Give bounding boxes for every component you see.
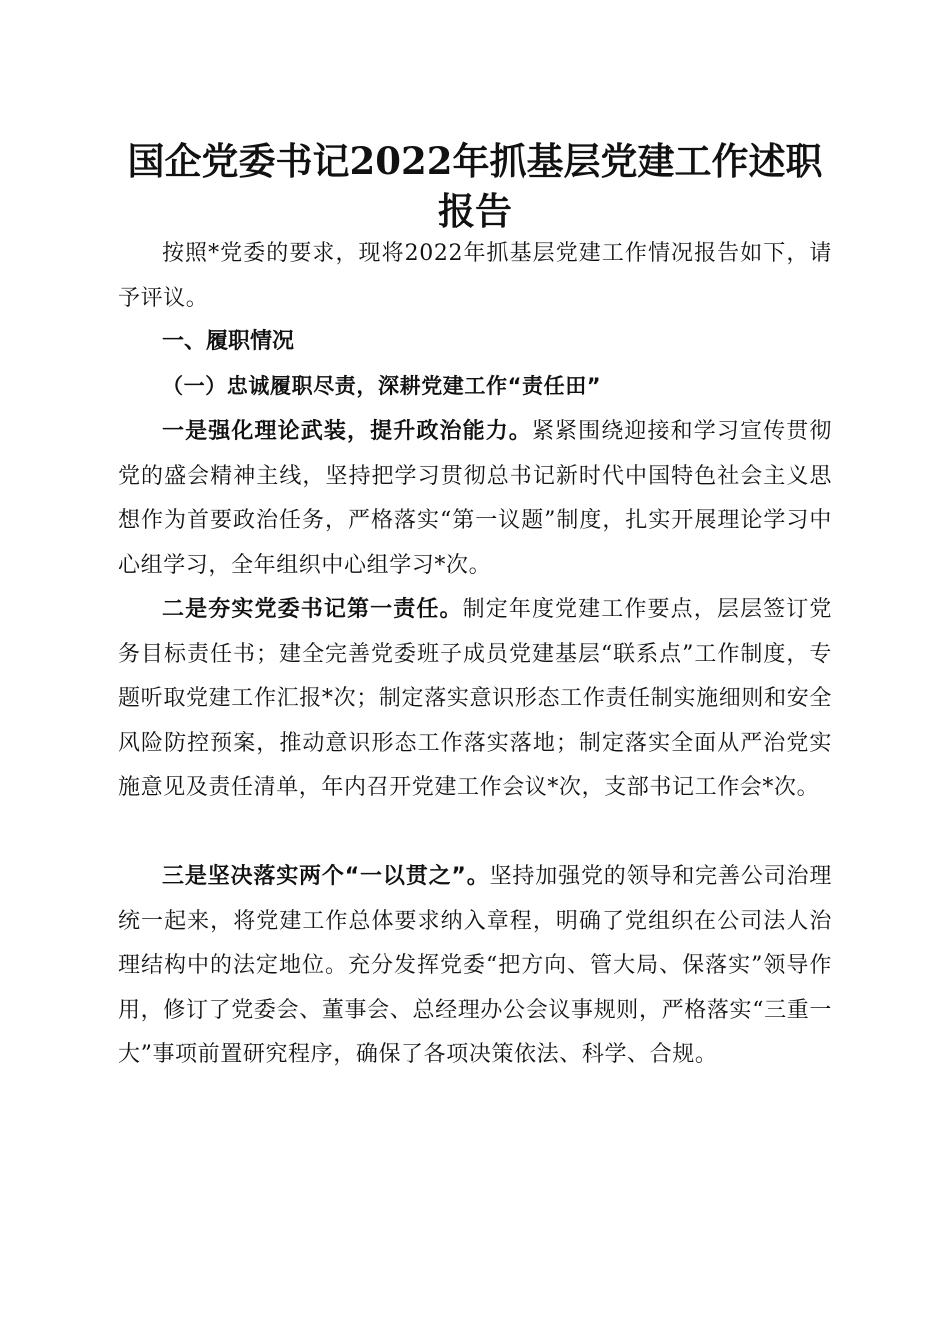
paragraph-governance	[118, 855, 832, 1078]
intro-paragraph: 按照*党委的要求，现将2022年抓基层党建工作情况报告如下，请予评议。	[118, 241, 832, 311]
paragraph-text: 制定年度党建工作要点，层层签订党务目标责任书；建全完善党委班子成员党建基层“联系点”工作制度，专题听取党建工作汇报*次；制定落实意识形态工作责任制实施细则和安全风险防控预案，推动意识形态工作落实落地；制定落实全面从严治党实施意见及责任清单，年内召开党建工作会议*次，支部书记工作会*次。	[118, 597, 832, 800]
section-heading: 一、履职情况	[162, 329, 295, 354]
paragraph-lead: 一是强化理论武装，提升政治能力。	[162, 419, 532, 444]
paragraph-theory-study	[118, 410, 832, 588]
paragraph-lead: 二是夯实党委书记第一责任。	[162, 597, 463, 622]
paragraph-text: 紧紧围绕迎接和学习宣传贯彻党的盛会精神主线，坚持把学习贯彻总书记新时代中国特色社会主义思想作为首要政治任务，严格落实“第一议题”制度，扎实开展理论学习中心组学习，全年组织中心组学习*次。	[118, 419, 832, 578]
paragraph-secretary-responsibility	[118, 588, 832, 811]
document-title: 国企党委书记2022年抓基层党建工作述职报告	[127, 139, 823, 233]
paragraph-lead: 三是坚决落实两个“一以贯之”。	[162, 864, 490, 889]
subsection-heading: （一）忠诚履职尽责，深耕党建工作“责任田”	[162, 374, 602, 398]
paragraph-text: 坚持加强党的领导和完善公司治理统一起来，将党建工作总体要求纳入章程，明确了党组织在公司法人治理结构中的法定地位。充分发挥党委“把方向、管大局、保落实”领导作用，修订了党委会、董事会、总经理办公会议事规则，严格落实“三重一大”事项前置研究程序，确保了各项决策依法、科学、合规。	[118, 864, 832, 1067]
